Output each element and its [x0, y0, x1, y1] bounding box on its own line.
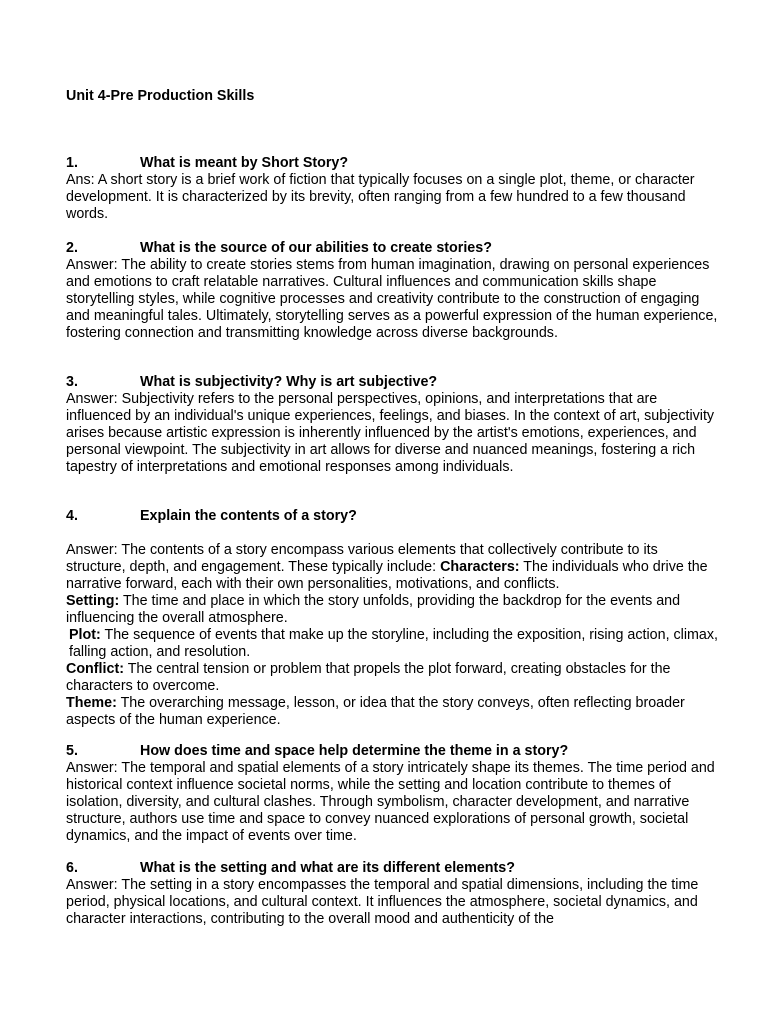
element-term-setting: Setting: — [66, 593, 120, 609]
question-text: What is subjectivity? Why is art subjective? — [140, 374, 438, 390]
answer-text: Ans: A short story is a brief work of fiction that typically focuses on a single plot, theme, or character development. It is characterized by its brevity, often ranging from a few hundred to a few thousand words. — [66, 172, 695, 222]
answer-text — [66, 542, 718, 729]
element-term-plot: Plot: — [69, 627, 101, 643]
question-heading — [66, 508, 718, 525]
spacer — [66, 525, 718, 542]
element-definition-plot: The sequence of events that make up the storyline, including the exposition, rising action, climax, falling action, and resolution. — [69, 627, 719, 660]
qa-item-4 — [66, 508, 718, 729]
question-heading — [66, 860, 718, 877]
answer-intro: Answer: The contents of a story encompass various elements that collectively contribute to its structure, depth, and engagement. These typically include: — [66, 542, 658, 575]
question-number: 3. — [66, 374, 78, 390]
qa-item-5 — [66, 743, 718, 845]
element-setting — [66, 593, 718, 627]
question-text: How does time and space help determine the theme in a story? — [140, 743, 569, 759]
question-number: 6. — [66, 860, 78, 876]
element-plot — [66, 627, 718, 661]
question-text: Explain the contents of a story? — [140, 508, 357, 524]
element-theme — [66, 695, 718, 729]
element-term-theme: Theme: — [66, 695, 117, 711]
answer-text: Answer: The setting in a story encompasses the temporal and spatial dimensions, including the time period, physical locations, and cultural context. It influences the atmosphere, societal dynamics, and character interactions, contributing to the overall mood and authenticity of the — [66, 877, 699, 927]
answer-text: Answer: The ability to create stories stems from human imagination, drawing on personal experiences and emotions to craft relatable narratives. Cultural influences and communication skills shape storytelling styles, while cognitive processes and creativity contribute to the construction of engaging and meaningful tales. Ultimately, storytelling serves as a powerful expression of the human experience, fostering connection and transmitting knowledge across diverse backgrounds. — [66, 257, 718, 341]
question-heading — [66, 743, 718, 760]
qa-item-3 — [66, 374, 718, 476]
element-definition-conflict: The central tension or problem that propels the plot forward, creating obstacles for the characters to overcome. — [66, 661, 671, 694]
question-text: What is the setting and what are its different elements? — [140, 860, 515, 876]
answer-text: Answer: Subjectivity refers to the personal perspectives, opinions, and interpretations that are influenced by an individual's unique experiences, feelings, and biases. In the context of art, subjectivity arises because artistic expression is inherently influenced by the artist's emotions, experiences, and personal viewpoint. The subjectivity in art allows for diverse and nuanced meanings, fostering a rich tapestry of interpretations and emotional responses among individuals. — [66, 391, 715, 475]
element-conflict — [66, 661, 718, 695]
question-text: What is meant by Short Story? — [140, 155, 349, 171]
question-number: 1. — [66, 155, 78, 171]
question-text: What is the source of our abilities to create stories? — [140, 240, 492, 256]
question-heading — [66, 240, 718, 257]
question-number: 5. — [66, 743, 78, 759]
question-number: 4. — [66, 508, 78, 524]
element-term-characters: Characters: — [440, 559, 520, 575]
document-title: Unit 4-Pre Production Skills — [66, 88, 255, 104]
question-heading — [66, 374, 718, 391]
element-definition-setting: The time and place in which the story unfolds, providing the backdrop for the events and influencing the overall atmosphere. — [66, 593, 681, 626]
answer-text: Answer: The temporal and spatial elements of a story intricately shape its themes. The time period and historical context influence societal norms, while the setting and location contribute to themes of isolation, diversity, and cultural clashes. Through symbolism, character development, and narrative structure, authors use time and space to convey nuanced explorations of personal growth, societal dynamics, and the impact of events over time. — [66, 760, 715, 844]
element-definition-theme: The overarching message, lesson, or idea that the story conveys, often reflecting broader aspects of the human experience. — [66, 695, 685, 728]
qa-item-6 — [66, 860, 718, 928]
qa-item-2 — [66, 240, 718, 342]
qa-item-1 — [66, 155, 718, 223]
question-heading — [66, 155, 718, 172]
question-number: 2. — [66, 240, 78, 256]
element-term-conflict: Conflict: — [66, 661, 124, 677]
element-definition-characters: The individuals who drive the narrative forward, each with their own personalities, motivations, and conflicts. — [66, 559, 708, 592]
